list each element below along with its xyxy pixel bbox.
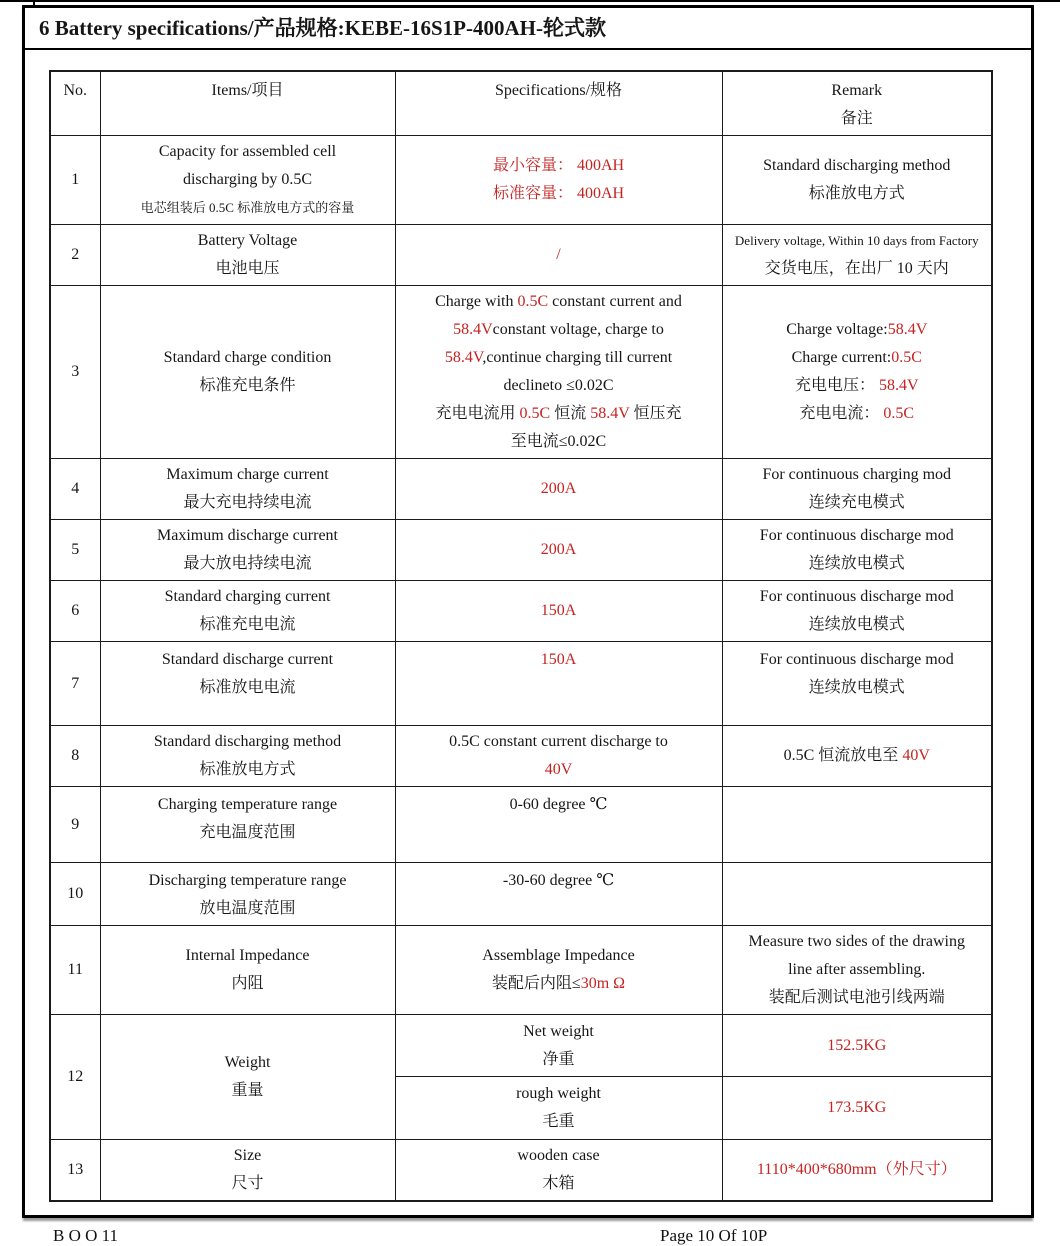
table-row [50, 459, 992, 520]
row-number-cell [50, 1015, 100, 1140]
cell-line: Capacity for assembled cell [158, 143, 337, 160]
cell-line: Standard discharge current [161, 651, 334, 668]
cell-line: 152.5KG [827, 1036, 887, 1054]
remark-cell [722, 1015, 992, 1077]
cell-line: Internal Impedance [185, 947, 310, 964]
cell-line: 4 [71, 480, 80, 497]
items-cell [100, 225, 395, 286]
cell-line: For continuous charging mod [762, 466, 952, 483]
cell-line: Delivery voltage, Within 10 days from Factory [734, 233, 979, 248]
specs-cell [395, 136, 722, 225]
row-number-cell [50, 581, 100, 642]
row-number-cell [50, 520, 100, 581]
remark-cell [722, 787, 992, 863]
page-top-edge-line [0, 0, 1060, 2]
cell-line: Assemblage Impedance [482, 947, 635, 964]
cell-line: 内阻 [231, 975, 264, 992]
specs-cell [395, 1140, 722, 1202]
specs-cell [395, 520, 722, 581]
items-cell [100, 1015, 395, 1140]
cell-line: Standard charging current [164, 588, 331, 605]
cell-line: Measure two sides of the drawing [748, 933, 965, 950]
table-row [50, 581, 992, 642]
cell-line: 0.5C 恒流放电至 40V [783, 747, 930, 764]
table-row [50, 286, 992, 459]
remark-cell [722, 1140, 992, 1202]
cell-line: 5 [71, 541, 80, 558]
cell-line: Standard discharging method [763, 157, 951, 174]
row-number-cell [50, 642, 100, 726]
row-number-cell [50, 225, 100, 286]
cell-line: 40V [544, 761, 573, 778]
cell-line: Battery Voltage [197, 232, 298, 249]
specs-cell [395, 1015, 722, 1077]
cell-line: Maximum discharge current [157, 527, 338, 544]
remark-cell [722, 520, 992, 581]
cell-line: 9 [71, 815, 80, 833]
cell-line: 3 [71, 363, 80, 380]
table-header-cell [722, 71, 992, 136]
items-cell [100, 726, 395, 787]
cell-line: 0-60 degree ℃ [509, 796, 608, 813]
table-row [50, 726, 992, 787]
cell-line: 放电温度范围 [199, 900, 296, 917]
items-cell [100, 1140, 395, 1202]
cell-line: 58.4Vconstant voltage, charge to [453, 321, 664, 338]
cell-line: 58.4V,continue charging till current [444, 349, 673, 366]
row-number-cell [50, 726, 100, 787]
specs-cell [395, 726, 722, 787]
cell-line: 13 [67, 1161, 84, 1178]
cell-line: 充电温度范围 [199, 824, 296, 841]
cell-line: 标准充电电流 [199, 616, 296, 633]
row-number-cell [50, 459, 100, 520]
specs-cell [395, 642, 722, 726]
table-header-cell [50, 71, 100, 136]
row-number-cell [50, 1140, 100, 1202]
cell-line: Maximum charge current [166, 466, 329, 483]
table-row [50, 520, 992, 581]
cell-line: 重量 [231, 1082, 264, 1099]
remark-cell [722, 642, 992, 726]
cell-line: Charging temperature range [157, 796, 338, 813]
cell-line: 木箱 [542, 1175, 575, 1192]
cell-line: 最大放电持续电流 [183, 555, 312, 572]
remark-cell [722, 726, 992, 787]
cell-line: 充电电压： 58.4V [794, 377, 919, 394]
cell-line: 连续充电模式 [808, 494, 905, 511]
row-number-cell [50, 136, 100, 225]
table-row [50, 225, 992, 286]
cell-line: 200A [540, 480, 577, 497]
page [22, 5, 1034, 1218]
cell-line: 充电电流： 0.5C [799, 405, 915, 422]
cell-line: rough weight [516, 1085, 601, 1102]
cell-line: 电池电压 [215, 260, 280, 277]
cell-line: For continuous discharge mod [759, 527, 954, 544]
cell-line: 最小容量： 400AH [492, 157, 625, 174]
cell-line: 11 [67, 961, 83, 978]
cell-line: 连续放电模式 [808, 616, 905, 633]
items-cell [100, 459, 395, 520]
cell-line: 2 [71, 246, 80, 263]
remark-cell [722, 136, 992, 225]
row-number-cell [50, 863, 100, 926]
specs-cell [395, 787, 722, 863]
specs-cell [395, 1077, 722, 1140]
table-header-row [50, 71, 992, 136]
cell-line: Size [233, 1147, 262, 1164]
remark-cell [722, 863, 992, 926]
cell-line: 标准放电电流 [199, 679, 296, 696]
items-cell [100, 286, 395, 459]
remark-cell [722, 926, 992, 1015]
remark-cell [722, 1077, 992, 1140]
table-row [50, 136, 992, 225]
cell-line: -30-60 degree ℃ [502, 872, 615, 889]
cell-line: Specifications/规格 [494, 82, 623, 99]
cell-line: 装配后测试电池引线两端 [768, 989, 945, 1006]
specs-cell [395, 286, 722, 459]
items-cell [100, 863, 395, 926]
cell-line: 200A [540, 541, 577, 558]
table-row [50, 787, 992, 863]
cell-line: Items/项目 [211, 82, 284, 99]
footer-right-text: Page 10 Of 10P [660, 1226, 768, 1245]
cell-line: 充电电流用 0.5C 恒流 58.4V 恒压充 [435, 405, 682, 422]
cell-line: 连续放电模式 [808, 679, 905, 696]
cell-line: 6 [71, 602, 80, 619]
cell-line: Discharging temperature range [148, 872, 347, 889]
cell-line: 标准放电方式 [199, 761, 296, 778]
table-row [50, 926, 992, 1015]
cell-line: 备注 [840, 110, 873, 127]
cell-line: 装配后内阻≤30m Ω [491, 975, 626, 992]
items-cell [100, 642, 395, 726]
cell-line: Standard charge condition [163, 349, 332, 366]
cell-line: 最大充电持续电流 [183, 494, 312, 511]
table-row [50, 642, 992, 726]
cell-line: 至电流≤0.02C [510, 433, 607, 450]
cell-line: For continuous discharge mod [759, 651, 954, 668]
items-cell [100, 926, 395, 1015]
table-row [50, 1015, 992, 1077]
cell-line: 毛重 [542, 1113, 575, 1130]
page-title: 6 Battery specifications/产品规格:KEBE-16S1P-400AH-轮式款 [25, 8, 1031, 50]
table-row [50, 863, 992, 926]
cell-line: 1 [71, 171, 80, 188]
cell-line: For continuous discharge mod [759, 588, 954, 605]
cell-line: 连续放电模式 [808, 555, 905, 572]
cell-line: 标准充电条件 [199, 377, 296, 394]
cell-line: / [556, 246, 561, 263]
row-number-cell [50, 926, 100, 1015]
cell-line: 电芯组装后 0.5C 标准放电方式的容量 [140, 200, 355, 215]
cell-line: wooden case [517, 1147, 600, 1164]
items-cell [100, 581, 395, 642]
table-header-cell [100, 71, 395, 136]
cell-line: 10 [67, 885, 84, 902]
specs-cell [395, 581, 722, 642]
cell-line: discharging by 0.5C [182, 171, 313, 188]
items-cell [100, 136, 395, 225]
spec-table [49, 70, 993, 1202]
cell-line: Net weight [523, 1022, 594, 1040]
cell-line: Charge current:0.5C [791, 349, 922, 366]
cell-line: Standard discharging method [153, 733, 342, 750]
cell-line: 173.5KG [827, 1099, 887, 1116]
footer-left-text: B O O 11 [53, 1226, 119, 1245]
specs-cell [395, 926, 722, 1015]
cell-line: 7 [71, 674, 80, 692]
specs-cell [395, 863, 722, 926]
cell-line: Weight [224, 1054, 271, 1071]
cell-line: Charge voltage:58.4V [786, 321, 928, 338]
cell-line: 交货电压，在出厂 10 天内 [764, 260, 949, 277]
specs-cell [395, 459, 722, 520]
cell-line: 8 [71, 747, 80, 764]
cell-line: Remark [831, 82, 883, 99]
cell-line: Charge with 0.5C constant current and [435, 293, 682, 310]
cell-line: declineto ≤0.02C [503, 377, 614, 394]
remark-cell [722, 286, 992, 459]
cell-line: 1110*400*680mm（外尺寸） [756, 1161, 957, 1178]
cell-line: 150A [540, 602, 577, 619]
items-cell [100, 520, 395, 581]
cell-line: 净重 [542, 1050, 575, 1068]
cell-line: No. [63, 82, 88, 99]
table-header-cell [395, 71, 722, 136]
cell-line: 标准容量： 400AH [492, 185, 625, 202]
specs-cell [395, 225, 722, 286]
cell-line: 12 [67, 1068, 84, 1085]
cell-line: line after assembling. [788, 961, 926, 978]
row-number-cell [50, 286, 100, 459]
remark-cell [722, 225, 992, 286]
table-row [50, 1140, 992, 1202]
remark-cell [722, 459, 992, 520]
remark-cell [722, 581, 992, 642]
cell-line: 尺寸 [231, 1175, 264, 1192]
row-number-cell [50, 787, 100, 863]
cell-line: 标准放电方式 [808, 185, 905, 202]
cell-line: 0.5C constant current discharge to [449, 733, 668, 750]
cell-line: 150A [540, 651, 577, 668]
items-cell [100, 787, 395, 863]
